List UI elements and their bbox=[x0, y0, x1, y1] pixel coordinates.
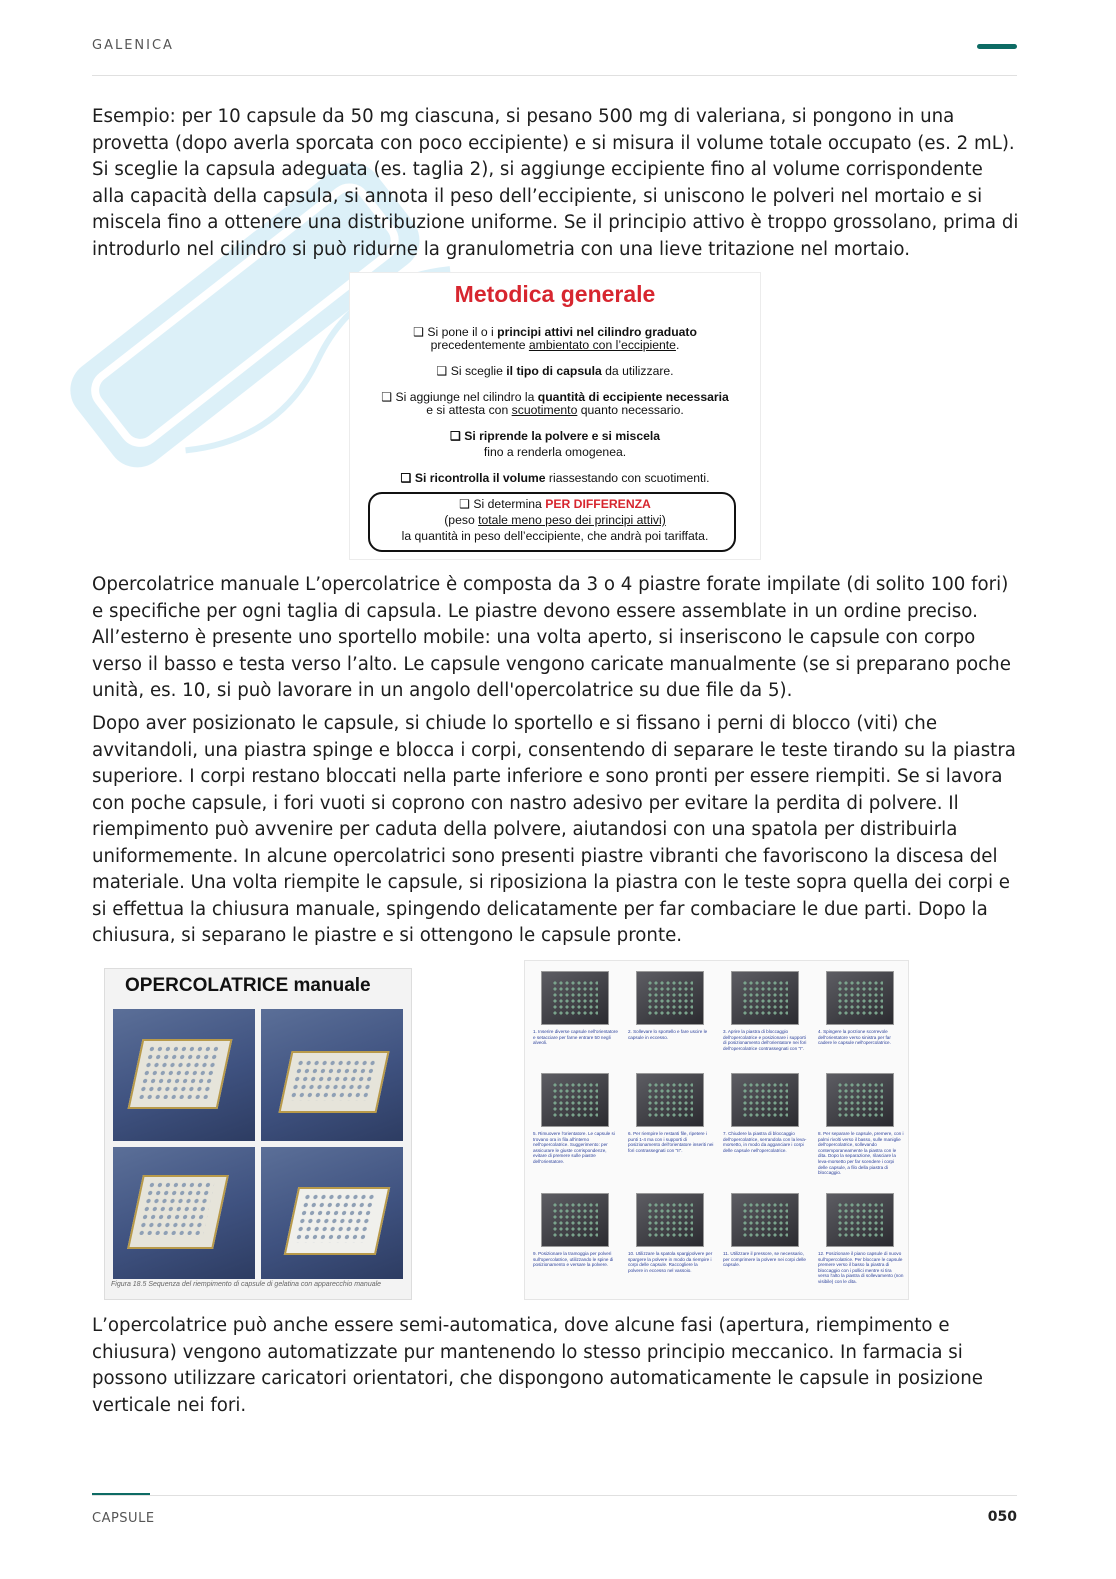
step-5-text: 5. Rimuovere l'orientatore. Le capsule si trovano ora in fila all'interno nell'opercolatrice. Suggerimento: per assicurare le giuste corrispondenze, evitare di premere sulle piastre dell'orientatore. bbox=[533, 1131, 615, 1164]
step-9-text: 9. Posizionare la tramoggia per polveri sull'opercolatrice, utilizzando le spine di posizionamento e versare la polvere. bbox=[533, 1251, 614, 1268]
photo-step-4 bbox=[261, 1147, 403, 1279]
header-accent-bar bbox=[977, 44, 1017, 49]
step-9-photo bbox=[541, 1193, 609, 1247]
paragraph-semi-automatica: L’opercolatrice può anche essere semi-automatica, dove alcune fasi (apertura, riempimento e chiusura) vengono automatizzate pur mantenendo lo stesso principio meccanico. In farmacia si possono utilizzare caricatori orientatori, che dispongono automaticamente le capsule in posizione verticale nei fori. bbox=[92, 1315, 983, 1416]
step-12-text: 12. Posizionare il piano capsule di nuovo sull'opercolatrice. Per bloccare le capsule premere verso il basso la piastra di bloccaggio con i pollici mentre si tira verso l'alto la piastra di sollevamento (non visibile) con le dita. bbox=[818, 1251, 904, 1284]
paragraph-opercolatrice-manuale: Opercolatrice manuale L’opercolatrice è composta da 3 o 4 piastre forate impilate (di solito 100 fori) e specifiche per ogni taglia di capsula. Le piastre devono essere assemblate in un ordine preciso. All’esterno è presente uno sportello mobile: una volta aperto, si inseriscono le capsule con corpo verso il basso e testa verso l’alto. Le capsule vengono caricate manualmente (se si preparano poche unità, es. 10, si può lavorare in un angolo dell'opercolatrice su due file da 5). bbox=[92, 574, 1011, 701]
metodica-line-9: ❑ Si determina PER DIFFERENZA bbox=[459, 497, 651, 511]
step-10-text: 10. Utilizzare la spatola spargipolvere per spargere la polvere in modo da riempire i corpi delle capsule. Raccogliere la polvere in eccesso nel vassoio. bbox=[628, 1251, 713, 1273]
metodica-line-4: ❑ Si aggiunge nel cilindro la quantità di eccipiente necessaria bbox=[381, 390, 729, 404]
header-divider bbox=[92, 75, 1017, 76]
step-5-photo bbox=[541, 1073, 609, 1127]
metodica-line-2: precedentemente ambientato con l’eccipiente. bbox=[430, 338, 680, 352]
header-section-label: GALENICA bbox=[92, 38, 174, 53]
metodica-line-1: ❑ Si pone il o i principi attivi nel cilindro graduato bbox=[413, 325, 697, 339]
step-2-photo bbox=[636, 971, 704, 1025]
figure-caption: Figura 18.5 Sequenza del riempimento di capsule di gelatina con apparecchio manuale bbox=[111, 1281, 382, 1288]
footer-accent-bar bbox=[92, 1493, 150, 1495]
metodica-line-6: ❑ Si riprende la polvere e si miscela bbox=[449, 429, 661, 443]
page-number: 050 bbox=[987, 1509, 1017, 1525]
step-6-text: 6. Per riempire le restanti file, ripetere i punti 1-4 ma con i supporti di posizionamento dell'orientatore inseriti nei fori contrassegnati con "II". bbox=[628, 1131, 714, 1153]
step-3-text: 3. Aprire la piastra di bloccaggio dell'opercolatrice e posizionare i supporti di posizionamento dell'orientatore nei fori dell'opercolatrice contrassegnati con "I". bbox=[723, 1029, 807, 1051]
photo-step-3 bbox=[113, 1147, 255, 1279]
metodica-line-8: ❑ Si ricontrolla il volume riassestando con scuotimenti. bbox=[400, 471, 710, 485]
step-11-photo bbox=[731, 1193, 799, 1247]
figure-title: OPERCOLATRICE manuale bbox=[125, 975, 371, 996]
photo-step-1 bbox=[113, 1009, 255, 1141]
paragraph-esempio: Esempio: per 10 capsule da 50 mg ciascuna, si pesano 500 mg di valeriana, si pongono in una provetta (dopo averla sporcata con poco eccipiente) e si misura il volume totale occupato (es. 2 mL). Si sceglie la capsula adeguata (es. taglia 2), si aggiunge eccipiente fino al volume corrispondente alla capacità della capsula, si annota il peso dell’eccipiente, si uniscono le polveri nel mortaio e si miscela fino a ottenere una distribuzione uniforme. Se il principio attivo è troppo grossolano, prima di introdurlo nel cilindro si può ridurne la granulometria con una lieve tritazione nel mortaio. bbox=[92, 106, 1019, 260]
photo-step-2 bbox=[261, 1009, 403, 1141]
step-12-photo bbox=[826, 1193, 894, 1247]
step-1-photo bbox=[541, 971, 609, 1025]
metodica-line-7: fino a renderla omogenea. bbox=[483, 445, 627, 459]
paragraph-procedura: Dopo aver posizionato le capsule, si chiude lo sportello e si fissano i perni di blocco (viti) che avvitandoli, una piastra spinge e blocca i corpi, consentendo di separare le teste tirando su la piastra superiore. I corpi restano bloccati nella parte inferiore e sono pronti per essere riempiti. Se si lavora con poche capsule, i fori vuoti si coprono con nastro adesivo per evitare la perdita di polvere. Il riempimento può avvenire per caduta della polvere, aiutandosi con una spatola per distribuirla uniformemente. In alcune opercolatrici sono presenti piastre vibranti che favoriscono la discesa del materiale. Una volta riempite le capsule, si riposiziona la piastra con le teste sopra quella dei corpi e si effettua la chiusura manuale, spingendo delicatamente per far combaciare le due parti. Dopo la chiusura, si separano le piastre e si ottengono le capsule pronte. bbox=[92, 713, 1016, 946]
step-11-text: 11. Utilizzare il pressore, se necessario, per comprimere la polvere nei corpi delle capsule. bbox=[723, 1251, 806, 1268]
step-4-text: 4. Spingere la porzione scorrevole dell'orientatore verso sinistra per far cadere le capsule nell'opercolatrice. bbox=[818, 1029, 891, 1046]
step-3-photo bbox=[731, 971, 799, 1025]
metodica-line-10: (peso totale meno peso dei principi attivi) bbox=[444, 513, 666, 527]
opercolatrice-manuale-figure bbox=[104, 968, 412, 1300]
opercolatrice-steps-figure bbox=[524, 960, 909, 1300]
metodica-generale-figure bbox=[349, 272, 761, 560]
step-2-text: 2. Sollevare lo sportello e fare uscire le capsule in eccesso. bbox=[628, 1029, 708, 1040]
step-8-photo bbox=[826, 1073, 894, 1127]
metodica-line-5: e si attesta con scuotimento quanto necessario. bbox=[426, 403, 684, 417]
step-7-text: 7. Chiudere la piastra di bloccaggio dell'opercolatrice, serrandola con la leva-morsetto, in modo da agganciare i corpi delle capsule nell'opercolatrice. bbox=[723, 1131, 807, 1153]
footer-chapter-label: CAPSULE bbox=[92, 1511, 155, 1526]
step-4-photo bbox=[826, 971, 894, 1025]
footer-divider bbox=[92, 1495, 1017, 1496]
step-7-photo bbox=[731, 1073, 799, 1127]
step-6-photo bbox=[636, 1073, 704, 1127]
metodica-line-11: la quantità in peso dell’eccipiente, che andrà poi tariffata. bbox=[401, 529, 709, 543]
metodica-title: Metodica generale bbox=[454, 281, 656, 307]
metodica-line-3: ❑ Si sceglie il tipo di capsula da utilizzare. bbox=[436, 364, 674, 378]
step-1-text: 1. Inserire diverse capsule nell'orientatore e setacciare per farne entrare 50 negli alveoli. bbox=[533, 1029, 618, 1046]
step-10-photo bbox=[636, 1193, 704, 1247]
step-8-text: 8. Per separare le capsule, premere, con i palmi rivolti verso il basso, sulle maniglie dell'opercolatrice, sollevando contemporaneamente la piastra con le dita. Dopo la separazione, rilasciare la leva-morsetto per far scendere i corpi delle capsule, a filo della piastra di bloccaggio. bbox=[818, 1131, 904, 1176]
